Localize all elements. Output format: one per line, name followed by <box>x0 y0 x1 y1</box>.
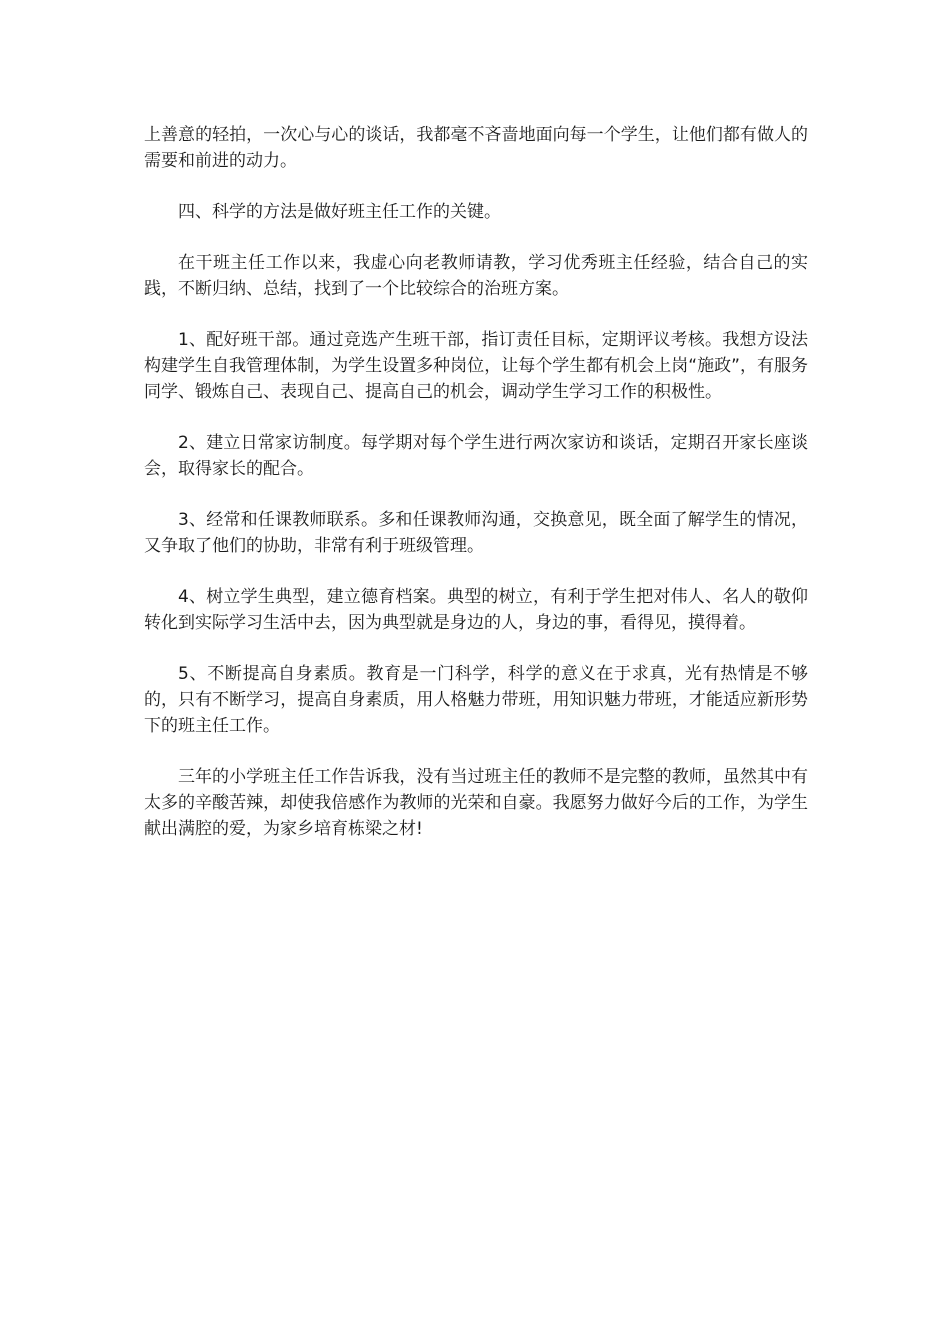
section-heading-four: 四、科学的方法是做好班主任工作的关键。 <box>178 202 501 222</box>
paragraph-item-3: 3、经常和任课教师联系。多和任课教师沟通，交换意见，既全面了解学生的情况，又争取了他们的协助，非常有利于班级管理。 <box>144 510 808 556</box>
paragraph-item-2: 2、建立日常家访制度。每学期对每个学生进行两次家访和谈话，定期召开家长座谈会，取得家长的配合。 <box>144 433 808 479</box>
paragraph-item-1: 1、配好班干部。通过竞选产生班干部，指订责任目标，定期评议考核。我想方设法构建学生自我管理体制，为学生设置多种岗位，让每个学生都有机会上岗“施政”，有服务同学、锻炼自己、表现自己、提高自己的机会，调动学生学习工作的积极性。 <box>144 330 808 402</box>
paragraph-item-4: 4、树立学生典型，建立德育档案。典型的树立，有利于学生把对伟人、名人的敬仰转化到实际学习生活中去，因为典型就是身边的人，身边的事，看得见，摸得着。 <box>144 587 808 633</box>
paragraph-item-5: 5、不断提高自身素质。教育是一门科学，科学的意义在于求真，光有热情是不够的，只有不断学习，提高自身素质，用人格魅力带班，用知识魅力带班，才能适应新形势下的班主任工作。 <box>144 664 808 736</box>
paragraph-intro: 在干班主任工作以来，我虚心向老教师请教，学习优秀班主任经验，结合自己的实践，不断归纳、总结，找到了一个比较综合的治班方案。 <box>144 253 808 299</box>
paragraph-continuation: 上善意的轻拍，一次心与心的谈话，我都毫不吝啬地面向每一个学生，让他们都有做人的需要和前进的动力。 <box>144 125 808 171</box>
document-page <box>144 122 808 867</box>
paragraph-conclusion: 三年的小学班主任工作告诉我，没有当过班主任的教师不是完整的教师，虽然其中有太多的辛酸苦辣，却使我倍感作为教师的光荣和自豪。我愿努力做好今后的工作，为学生献出满腔的爱，为家乡培育栋梁之材! <box>144 767 808 839</box>
